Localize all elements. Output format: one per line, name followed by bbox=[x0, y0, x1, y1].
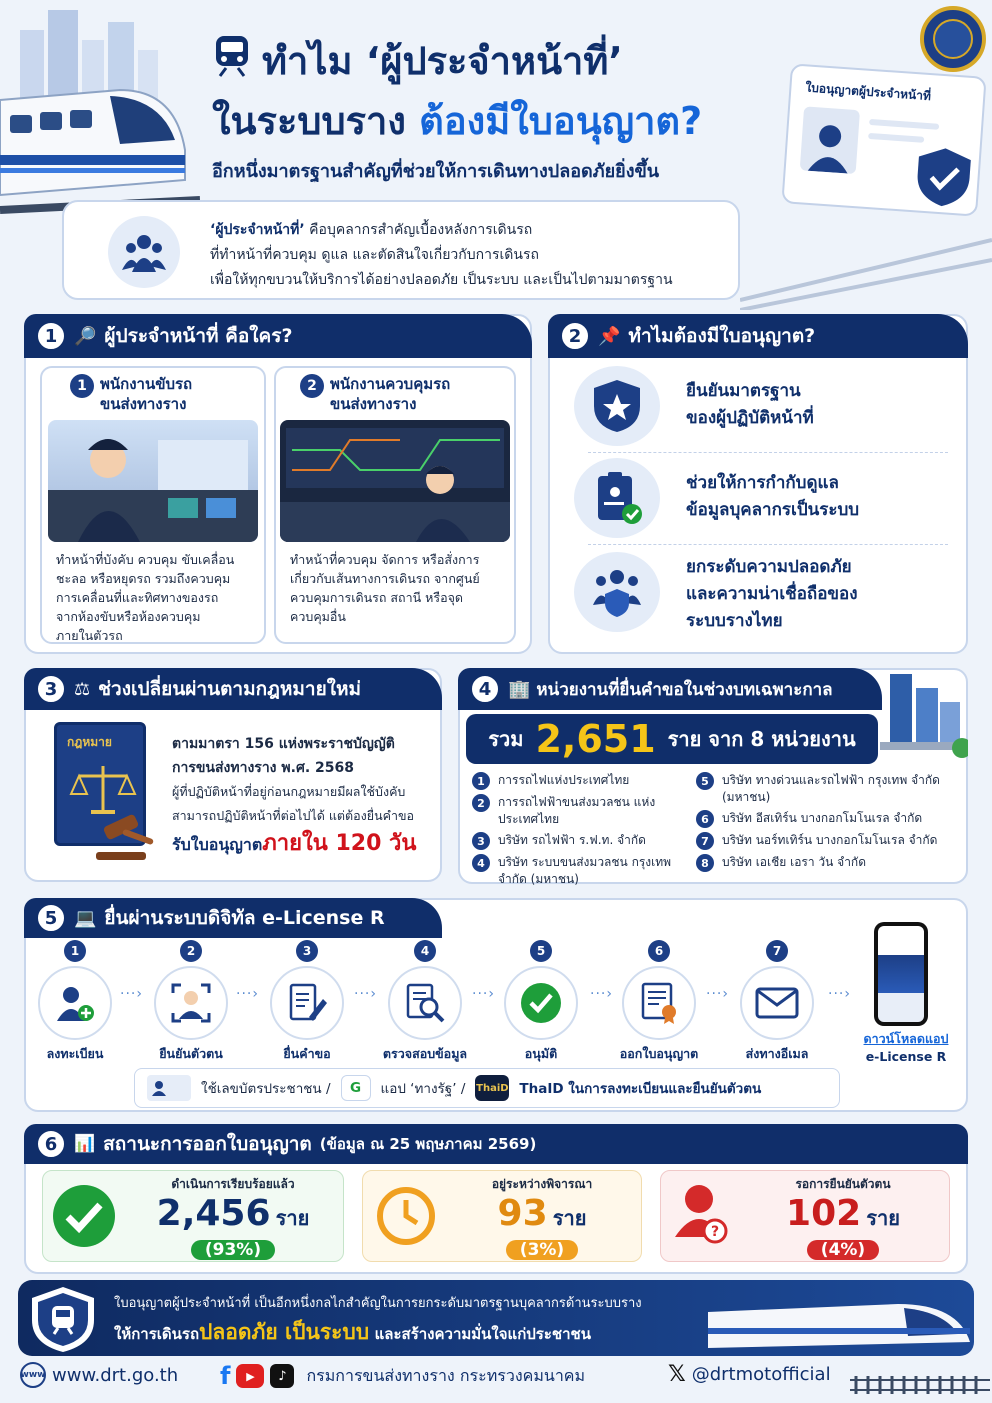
app-download-text: ดาวน์โหลดแอป bbox=[863, 1031, 949, 1046]
clipboard-check-icon bbox=[574, 458, 660, 538]
role-desc-line: ทำหน้าที่บังคับ ควบคุม ขับเคลื่อน bbox=[56, 552, 235, 567]
clock-icon bbox=[375, 1185, 437, 1251]
add-user-icon bbox=[38, 966, 112, 1040]
rail-track-decoration bbox=[740, 210, 992, 310]
step-number: 5 bbox=[530, 940, 552, 962]
person-question-icon bbox=[671, 1181, 731, 1251]
train-icon bbox=[212, 34, 252, 78]
form-pen-icon bbox=[270, 966, 344, 1040]
divider bbox=[588, 544, 948, 545]
step-number: 2 bbox=[180, 940, 202, 962]
reason-item bbox=[574, 552, 954, 642]
arrow-right-icon: ···› bbox=[472, 986, 495, 1002]
reason-line: ระบบรางไทย bbox=[686, 611, 783, 631]
svg-text:?: ? bbox=[710, 1224, 720, 1240]
thaid-logo-icon: ThaiD bbox=[475, 1075, 509, 1101]
org-name: กรมการขนส่งทางราง กระทรวงคมนาคม bbox=[306, 1365, 586, 1385]
section6-number: 6 bbox=[36, 1129, 66, 1159]
intro-line2: ที่ทำหน้าที่ควบคุม ดูแล และตัดสินใจเกี่ยวกับการเดินรถ bbox=[210, 247, 539, 263]
facebook-icon[interactable]: f bbox=[220, 1362, 231, 1390]
stat-value: 2,456 bbox=[156, 1193, 271, 1234]
section3-title: ช่วงเปลี่ยนผ่านตามกฎหมายใหม่ bbox=[98, 678, 362, 700]
role-title-a: พนักงานขับรถ bbox=[100, 375, 193, 393]
law-line: การขนส่งทางราง พ.ศ. 2568 bbox=[172, 760, 354, 776]
title-part-b: ต้องมีใบอนุญาต? bbox=[419, 99, 703, 143]
agency-number: 3 bbox=[472, 832, 490, 850]
social-links bbox=[220, 1362, 585, 1390]
step-number: 3 bbox=[296, 940, 318, 962]
role-card-controller bbox=[274, 366, 516, 644]
agency-number: 5 bbox=[696, 772, 714, 790]
thangrat-app-text: แอป ‘ทางรัฐ’ / bbox=[380, 1081, 466, 1097]
stat-card-pending bbox=[362, 1170, 642, 1262]
page-title-line2 bbox=[212, 90, 702, 151]
people-group-icon bbox=[108, 216, 180, 288]
section5-header bbox=[24, 898, 442, 938]
role-desc-line: ทำหน้าที่ควบคุม จัดการ หรือสั่งการ bbox=[290, 552, 480, 567]
reason-line: ยกระดับความปลอดภัย bbox=[686, 557, 852, 577]
x-logo-icon: 𝕏 bbox=[668, 1362, 686, 1387]
total-suffix: ราย จาก 8 หน่วยงาน bbox=[667, 727, 856, 751]
section3-number: 3 bbox=[36, 674, 66, 704]
intro-text bbox=[210, 218, 730, 293]
agency-name: การรถไฟฟ้าขนส่งมวลชน แห่งประเทศไทย bbox=[498, 795, 656, 826]
deadline-prefix: รับใบอนุญาต bbox=[172, 835, 263, 854]
agency-item bbox=[472, 772, 682, 790]
agency-number: 2 bbox=[472, 794, 490, 812]
drt-seal-logo bbox=[920, 6, 986, 72]
reason-line: ของผู้ปฏิบัติหน้าที่ bbox=[686, 408, 814, 428]
tiktok-icon[interactable]: ♪ bbox=[270, 1364, 294, 1388]
role-desc-line: จากห้องขับหรือห้องควบคุม bbox=[56, 609, 201, 624]
id-methods-bar bbox=[134, 1068, 840, 1108]
agency-item bbox=[472, 794, 682, 828]
role-title-b: ขนส่งทางราง bbox=[330, 395, 417, 413]
role-desc-line: การเคลื่อนที่และทิศทางของรถ bbox=[56, 590, 219, 605]
reason-line: ข้อมูลบุคลากรเป็นระบบ bbox=[686, 500, 860, 520]
step-number: 4 bbox=[414, 940, 436, 962]
process-step bbox=[604, 940, 714, 1064]
license-card-title: ใบอนุญาตผู้ประจำหน้าที่ bbox=[804, 80, 932, 104]
process-step bbox=[486, 940, 596, 1064]
title-part-a: ในระบบราง bbox=[212, 99, 406, 143]
process-step bbox=[136, 940, 246, 1064]
footer-line2-c: และสร้างความมั่นใจแก่ประชาชน bbox=[374, 1325, 591, 1343]
role-number: 1 bbox=[70, 374, 94, 398]
stat-value: 93 bbox=[497, 1193, 548, 1234]
agency-item bbox=[472, 832, 682, 850]
laptop-icon: 💻 bbox=[74, 907, 97, 929]
intro-box bbox=[62, 200, 740, 300]
section2-header bbox=[548, 314, 968, 358]
magnifier-icon: 🔎 bbox=[74, 325, 97, 347]
email-icon bbox=[740, 966, 814, 1040]
stat-card-completed bbox=[42, 1170, 344, 1262]
agency-name: บริษัท นอร์ทเทิร์น บางกอกโมโนเรล จำกัด bbox=[722, 833, 938, 847]
person-photo-icon bbox=[800, 106, 860, 174]
section1-number: 1 bbox=[36, 321, 66, 351]
agency-name: บริษัท รถไฟฟ้า ร.ฟ.ท. จำกัด bbox=[498, 833, 646, 847]
document-search-icon bbox=[388, 966, 462, 1040]
role-desc-line: ควบคุมการเดินรถ สถานี หรือจุด bbox=[290, 590, 464, 605]
role-desc-line: ภายในตัวรถ bbox=[56, 628, 123, 643]
agency-name: บริษัท เอเชีย เอรา วัน จำกัด bbox=[722, 855, 866, 869]
gavel-icon bbox=[94, 814, 158, 866]
stat-card-awaiting bbox=[660, 1170, 950, 1262]
pin-icon: 📌 bbox=[598, 325, 621, 347]
step-label: ลงทะเบียน bbox=[46, 1046, 104, 1061]
certificate-icon bbox=[622, 966, 696, 1040]
role-desc-line: เกี่ยวกับเส้นทางการเดินรถ จากศูนย์ bbox=[290, 571, 480, 586]
stat-percent-badge: (3%) bbox=[506, 1240, 578, 1260]
stat-percent-badge: (4%) bbox=[807, 1240, 879, 1260]
train-illustration bbox=[708, 1282, 974, 1356]
stat-label: อยู่ระหว่างพิจารณา bbox=[491, 1177, 593, 1191]
section5-title: ยื่นผ่านระบบดิจิทัล e-License R bbox=[104, 907, 385, 929]
arrow-right-icon: ···› bbox=[590, 986, 613, 1002]
face-scan-icon bbox=[154, 966, 228, 1040]
x-handle: @drtmotofficial bbox=[691, 1364, 831, 1385]
arrow-right-icon: ···› bbox=[354, 986, 377, 1002]
city-buildings-illustration bbox=[880, 668, 968, 772]
bar-chart-icon: 📊 bbox=[74, 1134, 96, 1154]
reason-line: ช่วยให้การกำกับดูแล bbox=[686, 473, 839, 493]
step-label: ส่งทางอีเมล bbox=[745, 1046, 809, 1061]
role-title-b: ขนส่งทางราง bbox=[100, 395, 187, 413]
process-step bbox=[722, 940, 832, 1064]
stat-label: ดำเนินการเรียบร้อยแล้ว bbox=[171, 1177, 295, 1191]
thaid-text: ThaID ในการลงทะเบียนและยืนยันตัวตน bbox=[519, 1081, 762, 1097]
agency-item bbox=[696, 772, 960, 806]
team-shield-icon bbox=[574, 552, 660, 632]
deadline bbox=[172, 832, 432, 858]
total-prefix: รวม bbox=[488, 727, 524, 751]
process-step bbox=[252, 940, 362, 1064]
role-desc-line: ควบคุมอื่น bbox=[290, 609, 346, 624]
role-desc-line: ชะลอ หรือหยุดรถ รวมถึงควบคุม bbox=[56, 571, 231, 586]
arrow-right-icon: ···› bbox=[120, 986, 143, 1002]
arrow-right-icon: ···› bbox=[706, 986, 729, 1002]
intro-line1: คือบุคลากรสำคัญเบื้องหลังการเดินรถ bbox=[309, 222, 533, 238]
deadline-value: ภายใน 120 วัน bbox=[262, 831, 417, 856]
footer-line1: ใบอนุญาตผู้ประจำหน้าที่ เป็นอีกหนึ่งกลไกสำคัญในการยกระดับมาตรฐานบุคลากรด้านระบบราง bbox=[114, 1296, 642, 1311]
arrow-right-icon: ···› bbox=[828, 986, 851, 1002]
reason-line: ยืนยันมาตรฐาน bbox=[686, 381, 801, 401]
step-label: อนุมัติ bbox=[524, 1046, 558, 1061]
youtube-icon[interactable]: ▶ bbox=[236, 1364, 264, 1388]
step-label: ยื่นคำขอ bbox=[283, 1046, 331, 1061]
stat-label: รอการยืนยันตัวตน bbox=[795, 1177, 891, 1191]
agency-number: 1 bbox=[472, 772, 490, 790]
intro-line3: เพื่อให้ทุกขบวนให้บริการได้อย่างปลอดภัย เป็นระบบ และเป็นไปตามมาตรฐาน bbox=[210, 272, 673, 288]
section5-number: 5 bbox=[36, 903, 66, 933]
law-book-illustration bbox=[46, 722, 158, 862]
page-title-line1: ทำไม ‘ผู้ประจำหน้าที่’ bbox=[262, 39, 623, 83]
app-name: e-License R bbox=[865, 1049, 947, 1064]
process-steps bbox=[20, 940, 880, 1062]
section1-title: ผู้ประจำหน้าที่ คือใคร? bbox=[104, 325, 293, 347]
step-label: ยืนยันตัวตน bbox=[159, 1046, 223, 1061]
law-line: ตามมาตรา 156 แห่งพระราชบัญญัติ bbox=[172, 736, 395, 752]
intro-term: ‘ผู้ประจำหน้าที่’ bbox=[210, 222, 305, 238]
control-room-illustration bbox=[280, 420, 510, 542]
arrow-right-icon: ···› bbox=[236, 986, 259, 1002]
law-line: สามารถปฏิบัติหน้าที่ต่อไปได้ แต่ต้องยื่นคำขอ bbox=[172, 808, 415, 823]
process-step bbox=[20, 940, 130, 1064]
role-title-a: พนักงานควบคุมรถ bbox=[330, 375, 451, 393]
agency-number: 6 bbox=[696, 810, 714, 828]
step-number: 1 bbox=[64, 940, 86, 962]
reason-line: และความน่าเชื่อถือของ bbox=[686, 584, 858, 604]
stat-percent-badge: (93%) bbox=[191, 1240, 275, 1260]
law-line: ผู้ที่ปฏิบัติหน้าที่อยู่ก่อนกฎหมายมีผลใช้บังคับ bbox=[172, 784, 406, 799]
role-number: 2 bbox=[300, 374, 324, 398]
website-link[interactable] bbox=[20, 1362, 178, 1388]
section4-header bbox=[458, 668, 882, 710]
building-icon: 🏢 bbox=[508, 678, 531, 700]
section1-header bbox=[24, 314, 532, 358]
stat-value: 102 bbox=[786, 1193, 862, 1234]
agency-item bbox=[472, 854, 682, 888]
shield-train-icon bbox=[28, 1284, 98, 1356]
total-value: 2,651 bbox=[535, 717, 656, 761]
reason-item bbox=[574, 458, 954, 538]
shield-check-icon bbox=[913, 144, 973, 214]
agency-name: บริษัท ระบบขนส่งมวลชน กรุงเทพ จำกัด (มหาชน) bbox=[498, 855, 672, 886]
role-card-driver bbox=[40, 366, 266, 644]
section3-header bbox=[24, 668, 442, 710]
id-card-text: ใช้เลขบัตรประชาชน / bbox=[201, 1081, 331, 1097]
x-link[interactable] bbox=[668, 1362, 831, 1387]
footer-line2-b: ปลอดภัย เป็นระบบ bbox=[199, 1320, 370, 1344]
step-label: ตรวจสอบข้อมูล bbox=[382, 1046, 468, 1061]
agency-number: 8 bbox=[696, 854, 714, 872]
process-step bbox=[370, 940, 480, 1064]
check-icon bbox=[504, 966, 578, 1040]
section4-number: 4 bbox=[470, 674, 500, 704]
agency-name: บริษัท อีสเทิร์น บางกอกโมโนเรล จำกัด bbox=[722, 811, 923, 825]
step-number: 7 bbox=[766, 940, 788, 962]
section6-note: (ข้อมูล ณ 25 พฤษภาคม 2569) bbox=[319, 1135, 537, 1153]
agency-name: บริษัท ทางด่วนและรถไฟฟ้า กรุงเทพ จำกัด (มหาชน) bbox=[722, 773, 940, 804]
license-card-illustration bbox=[781, 63, 986, 216]
agency-item bbox=[696, 832, 960, 850]
app-phone-illustration bbox=[874, 922, 928, 1026]
total-banner bbox=[466, 714, 878, 764]
train-driver-illustration bbox=[48, 420, 258, 542]
section2-title: ทำไมต้องมีใบอนุญาต? bbox=[628, 325, 816, 347]
divider bbox=[588, 452, 948, 453]
id-card-icon bbox=[147, 1075, 191, 1101]
step-number: 6 bbox=[648, 940, 670, 962]
section6-title: สถานะการออกใบอนุญาต bbox=[103, 1133, 312, 1155]
section6-header bbox=[24, 1124, 968, 1164]
page-subtitle: อีกหนึ่งมาตรฐานสำคัญที่ช่วยให้การเดินทางปลอดภัยยิ่งขึ้น bbox=[212, 161, 660, 182]
shield-star-icon bbox=[574, 366, 660, 446]
stat-unit: ราย bbox=[275, 1206, 310, 1230]
agency-item bbox=[696, 854, 960, 872]
agency-name: การรถไฟแห่งประเทศไทย bbox=[498, 773, 630, 787]
section2-number: 2 bbox=[560, 321, 590, 351]
step-label: ออกใบอนุญาต bbox=[619, 1046, 699, 1061]
book-label: กฎหมาย bbox=[67, 735, 112, 749]
thangrat-app-icon: G bbox=[341, 1075, 371, 1101]
stat-unit: ราย bbox=[866, 1206, 900, 1230]
footer-banner bbox=[18, 1280, 974, 1356]
agency-item bbox=[696, 810, 960, 828]
website-text: www.drt.go.th bbox=[52, 1364, 179, 1386]
reason-item bbox=[574, 366, 954, 446]
rail-track-decoration bbox=[850, 1374, 990, 1396]
scales-icon: ⚖ bbox=[74, 678, 91, 700]
globe-icon: www bbox=[20, 1362, 46, 1388]
stat-unit: ราย bbox=[552, 1206, 587, 1230]
app-download-label[interactable] bbox=[846, 1030, 966, 1066]
footer-line2 bbox=[114, 1316, 591, 1349]
agency-number: 7 bbox=[696, 832, 714, 850]
footer-line2-a: ให้การเดินรถ bbox=[114, 1325, 200, 1343]
check-circle-icon bbox=[51, 1183, 117, 1253]
section4-title: หน่วยงานที่ยื่นคำขอในช่วงบทเฉพาะกาล bbox=[536, 679, 833, 700]
agency-number: 4 bbox=[472, 854, 490, 872]
